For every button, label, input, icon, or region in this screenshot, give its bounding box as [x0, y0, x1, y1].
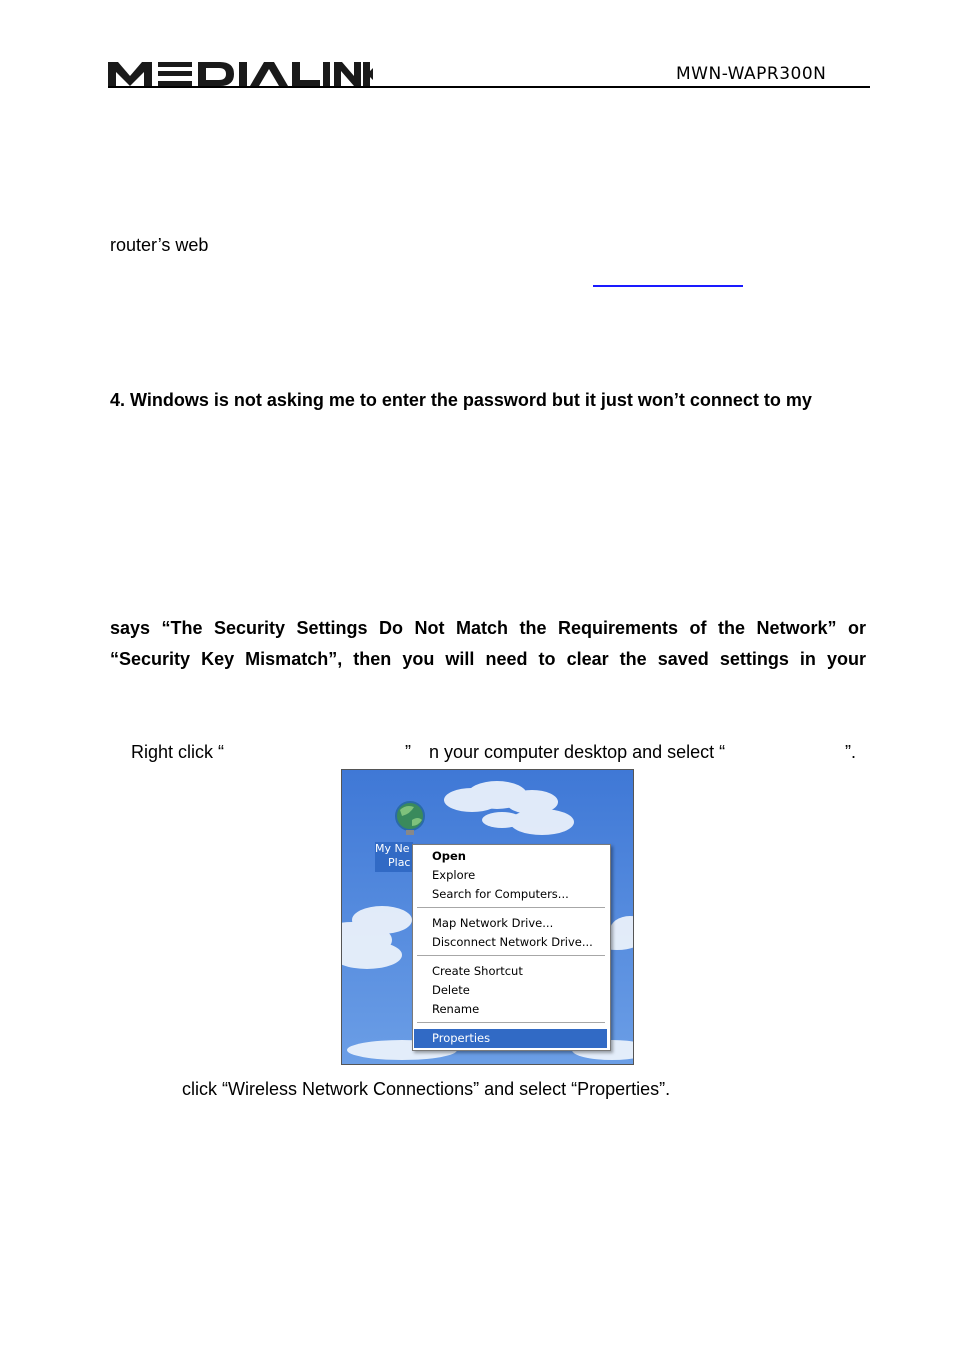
hyperlink-underline[interactable] — [593, 285, 743, 287]
security-mismatch-line-1: says “The Security Settings Do Not Match the Requirements of the Network” or — [110, 618, 866, 638]
desktop-icon-label-line1: My Ne — [375, 842, 410, 855]
faq-heading-4: 4. Windows is not asking me to enter the password but it just won’t connect to my — [110, 390, 812, 410]
step-right-click-c: n your computer desktop and select “ — [429, 742, 726, 762]
step-click-wireless: click “Wireless Network Connections” and select “Properties”. — [182, 1079, 671, 1099]
context-menu-screenshot — [341, 769, 634, 1065]
my-network-places-icon[interactable] — [392, 798, 428, 838]
step-right-click-a: Right click “ — [131, 742, 225, 762]
menu-separator — [417, 907, 605, 908]
menu-item-create-shortcut[interactable]: Create Shortcut — [432, 964, 523, 978]
desktop-icon-label-line2: Plac — [388, 856, 411, 869]
step-right-click-d: ”. — [845, 742, 856, 762]
model-number: MWN-WAPR300N — [676, 64, 827, 84]
header-rule — [108, 86, 870, 88]
menu-item-disconnect-network-drive[interactable]: Disconnect Network Drive... — [432, 935, 593, 949]
menu-item-search-computers[interactable]: Search for Computers... — [432, 887, 569, 901]
medialink-logo — [108, 60, 373, 86]
security-mismatch-line-2: “Security Key Mismatch”, then you will need to clear the saved settings in your — [110, 649, 866, 669]
menu-separator — [417, 1022, 605, 1023]
step-right-click-b: ” — [405, 742, 411, 762]
router-web-text: router’s web — [110, 235, 209, 255]
menu-item-properties[interactable]: Properties — [414, 1029, 607, 1048]
menu-item-open[interactable]: Open — [432, 849, 466, 863]
menu-item-rename[interactable]: Rename — [432, 1002, 480, 1016]
menu-item-map-network-drive[interactable]: Map Network Drive... — [432, 916, 554, 930]
menu-separator — [417, 955, 605, 956]
menu-item-delete[interactable]: Delete — [432, 983, 470, 997]
context-menu — [412, 844, 611, 1051]
desktop-icon-label[interactable] — [375, 842, 413, 872]
menu-item-explore[interactable]: Explore — [432, 868, 476, 882]
